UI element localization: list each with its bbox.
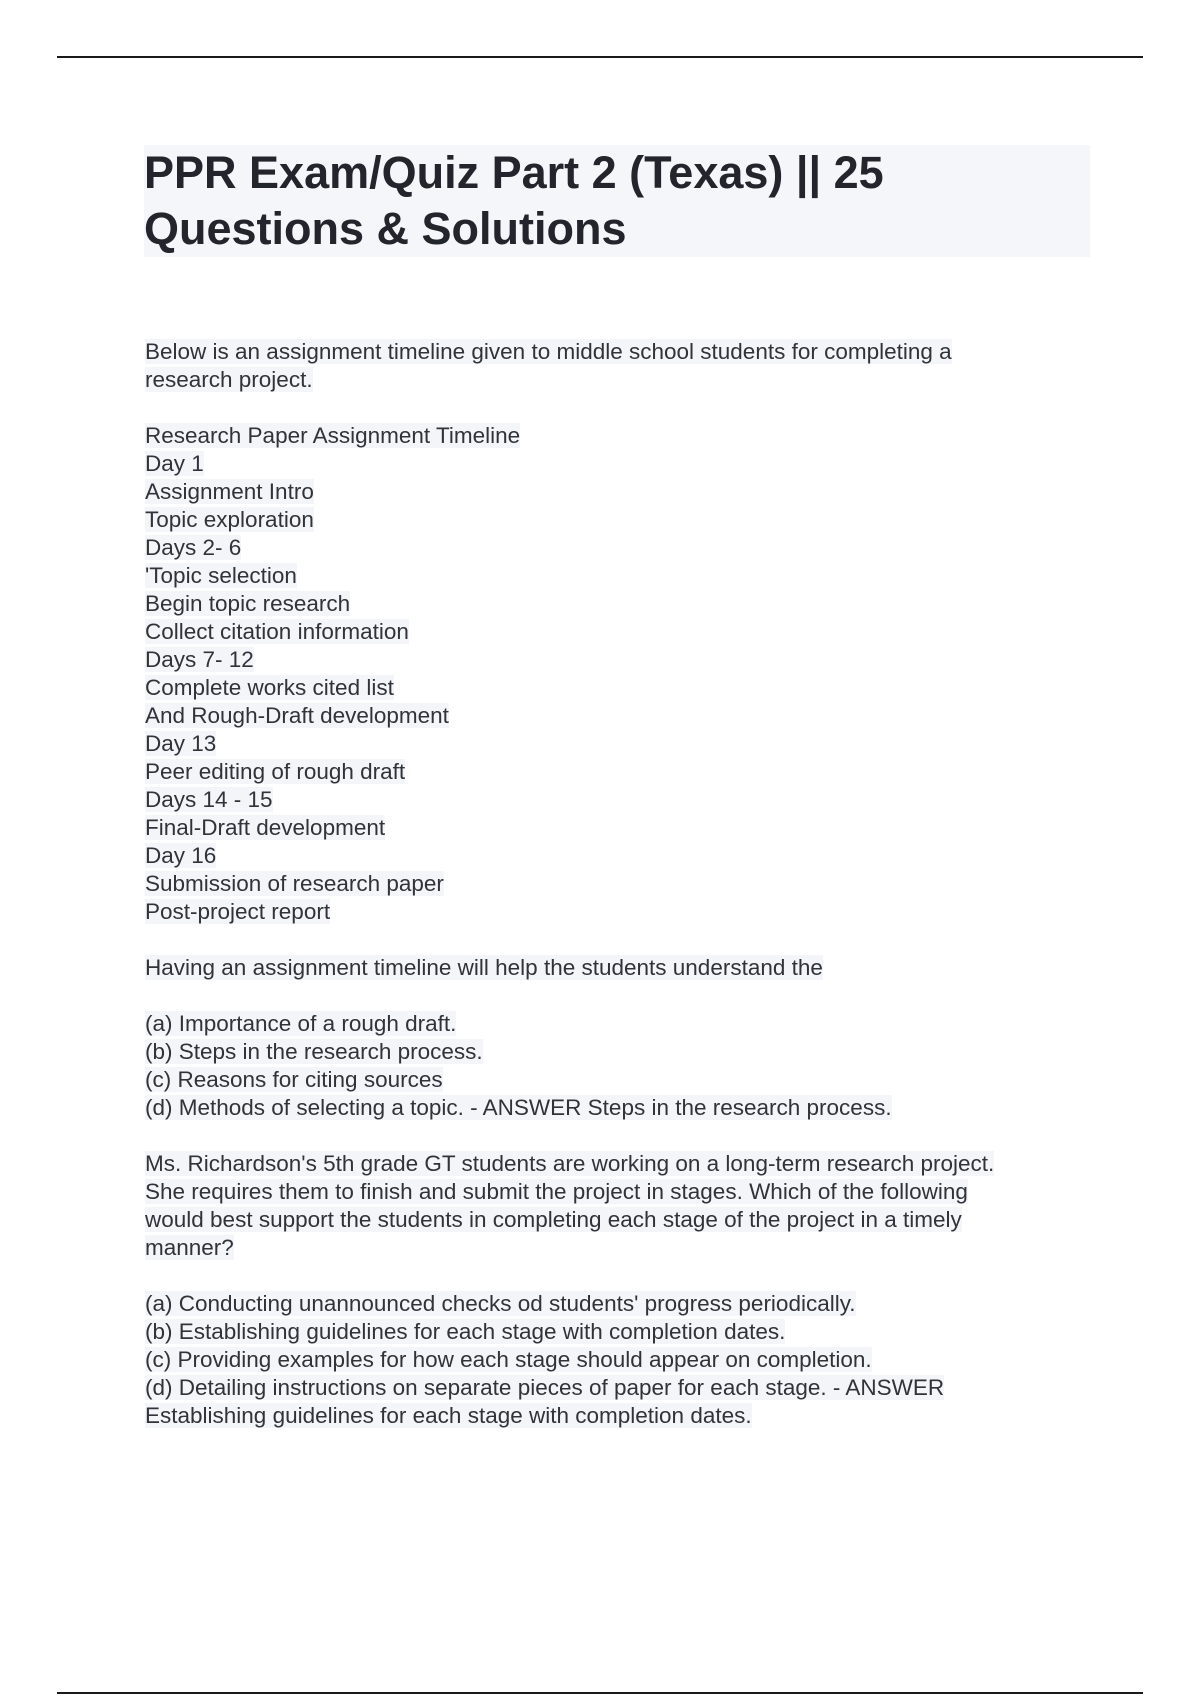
top-divider (57, 56, 1143, 58)
document-body (145, 338, 1085, 1430)
question-1-prompt: Having an assignment timeline will help the students understand the (145, 955, 823, 980)
timeline-line: Peer editing of rough draft (145, 759, 406, 784)
intro-line: Below is an assignment timeline given to middle school students for completing a (145, 339, 952, 364)
timeline-line: Day 16 (145, 843, 217, 868)
stem-line: would best support the students in completing each stage of the project in a timely (145, 1207, 962, 1232)
option-line: (b) Steps in the research process. (145, 1039, 483, 1064)
option-answer-line: Establishing guidelines for each stage with completion dates. (145, 1403, 752, 1428)
option-answer-line: (d) Detailing instructions on separate pieces of paper for each stage. - ANSWER (145, 1375, 945, 1400)
question-1-intro (145, 338, 1085, 394)
option-line: (a) Importance of a rough draft. (145, 1011, 457, 1036)
question-2-stem (145, 1150, 1085, 1262)
option-line: (b) Establishing guidelines for each stage with completion dates. (145, 1319, 786, 1344)
timeline-line: Topic exploration (145, 507, 314, 532)
intro-line: research project. (145, 367, 313, 392)
timeline-line: Submission of research paper (145, 871, 444, 896)
timeline-line: Collect citation information (145, 619, 409, 644)
timeline-line: And Rough-Draft development (145, 703, 449, 728)
option-line: (c) Reasons for citing sources (145, 1067, 443, 1092)
timeline-line: Begin topic research (145, 591, 351, 616)
title-line: Questions & Solutions (144, 203, 627, 254)
stem-line: manner? (145, 1235, 234, 1260)
timeline-line: Days 14 - 15 (145, 787, 273, 812)
timeline-line: Complete works cited list (145, 675, 394, 700)
option-line: (a) Conducting unannounced checks od students' progress periodically. (145, 1291, 856, 1316)
timeline-line: Research Paper Assignment Timeline (145, 423, 521, 448)
timeline-line: Final-Draft development (145, 815, 386, 840)
timeline-line: Day 1 (145, 451, 204, 476)
timeline-line: Days 2- 6 (145, 535, 242, 560)
title-line: PPR Exam/Quiz Part 2 (Texas) || 25 (144, 147, 884, 198)
option-answer-line: (d) Methods of selecting a topic. - ANSWER Steps in the research process. (145, 1095, 892, 1120)
bottom-divider (57, 1692, 1143, 1694)
timeline-line: Assignment Intro (145, 479, 314, 504)
timeline-line: Day 13 (145, 731, 217, 756)
question-1-options (145, 1010, 1085, 1122)
timeline-line: Post-project report (145, 899, 331, 924)
page-title (144, 145, 1090, 257)
question-2-options (145, 1290, 1085, 1430)
stem-line: She requires them to finish and submit the project in stages. Which of the following (145, 1179, 968, 1204)
timeline-line: Days 7- 12 (145, 647, 254, 672)
stem-line: Ms. Richardson's 5th grade GT students are working on a long-term research project. (145, 1151, 995, 1176)
timeline-line: 'Topic selection (145, 563, 297, 588)
question-1 (145, 338, 1085, 1122)
assignment-timeline (145, 422, 1085, 926)
title-block (144, 145, 1090, 257)
option-line: (c) Providing examples for how each stage should appear on completion. (145, 1347, 872, 1372)
question-2 (145, 1150, 1085, 1430)
